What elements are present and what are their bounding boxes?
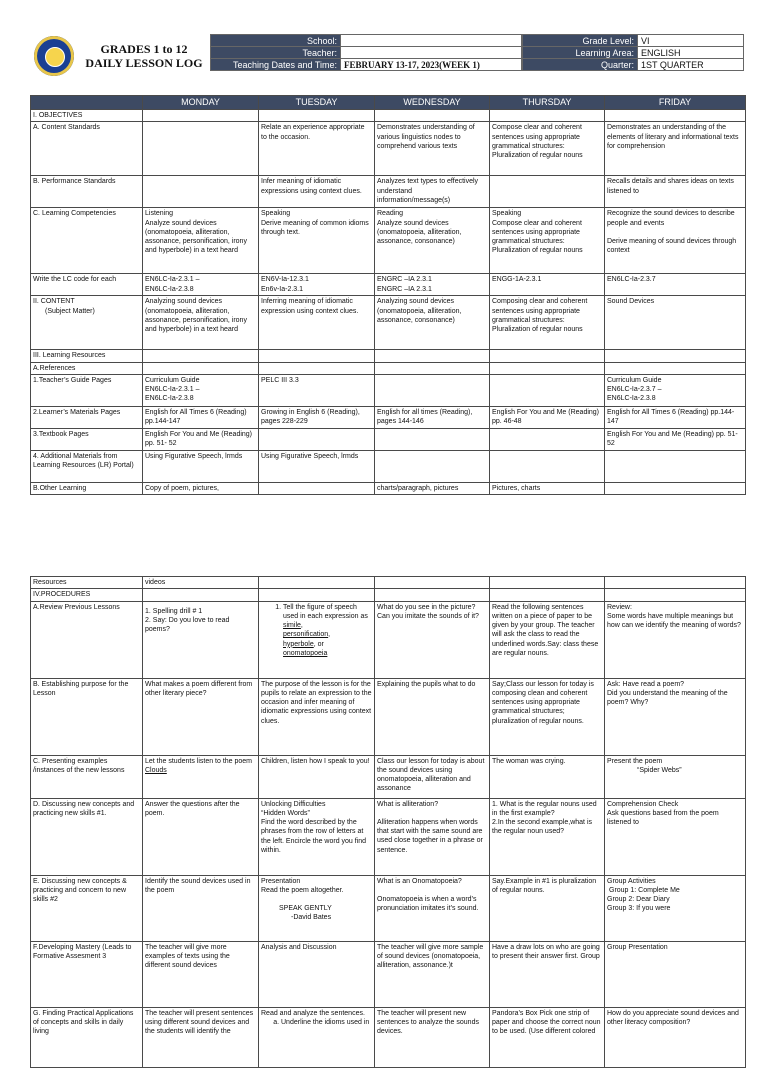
cell-text: , or: [313, 640, 324, 648]
cell-line: SPEAK GENTLY: [279, 905, 332, 913]
cell-line: Alliteration happens when words that start with the same sound are used close together in a phrase or sentence.: [377, 818, 483, 854]
purpose-row: [31, 678, 746, 755]
cell-line: 1. Spelling drill # 1: [145, 607, 203, 615]
cell: The teacher will give more sample of sound devices (onomatopoeia, alliteration, assonance.)t: [375, 941, 490, 1007]
cell-line: Presentation: [261, 877, 301, 885]
school-label: School:: [211, 35, 341, 47]
cell: [375, 875, 490, 941]
cell: [375, 274, 490, 296]
cell: Say;Class our lesson for today is composing clean and coherent sentences using appropriate grammatical structures; pluralization of regular nouns.: [490, 678, 605, 755]
day-monday: MONDAY: [143, 96, 259, 110]
title-line-2: DAILY LESSON LOG: [85, 56, 203, 70]
cell-line: What is an Onomatopoeia?: [377, 877, 462, 885]
row-label: 2.Learner’s Materials Pages: [31, 406, 143, 428]
cell: Growing in English 6 (Reading), pages 228-229: [259, 406, 375, 428]
quarter-value: 1ST QUARTER: [638, 59, 744, 71]
cell: How do you appreciate sound devices and other literacy composition?: [605, 1007, 746, 1067]
cell: Answer the questions after the poem.: [143, 798, 259, 875]
cell-line: Compose clear and coherent sentences using appropriate grammatical structures: Pluralization of regular nouns: [492, 219, 583, 255]
practical-list: [261, 1018, 372, 1027]
day-thursday: THURSDAY: [490, 96, 605, 110]
review-list: [261, 603, 372, 659]
underlined-term: onomatopoeia: [283, 650, 328, 658]
cell: Group Presentation: [605, 941, 746, 1007]
cell: Compose clear and coherent sentences using appropriate grammatical structures: Pluralization of regular nouns: [490, 122, 605, 176]
row-label: D. Discussing new concepts and practicing new skills #1.: [31, 798, 143, 875]
cell: Analyzes text types to effectively understand information/message(s): [375, 176, 490, 208]
cell-text: Let the students listen to the poem: [145, 757, 253, 765]
underlined-term: personification: [283, 631, 329, 639]
cell: PELC III 3.3: [259, 374, 375, 406]
cell-line: Comprehension Check: [607, 800, 679, 808]
cell: [605, 798, 746, 875]
area-value: ENGLISH: [638, 47, 744, 59]
cell: What do you see in the picture? Can you imitate the sounds of it?: [375, 601, 490, 678]
cell: English For You and Me (Reading) pp. 51- 52: [143, 428, 259, 450]
underlined-term: simile: [283, 622, 301, 630]
cell-line: “Hidden Words”: [261, 809, 310, 817]
row-label: 3.Textbook Pages: [31, 428, 143, 450]
cell-line: Review:: [607, 603, 632, 611]
cell-line: Curriculum Guide: [145, 376, 200, 384]
cell: English for all times (Reading), pages 144-146: [375, 406, 490, 428]
row-label: Write the LC code for each: [31, 274, 143, 296]
row-label: A.Review Previous Lessons: [31, 601, 143, 678]
row-label: A.References: [31, 362, 143, 374]
references-row: [31, 362, 746, 374]
cell: [490, 208, 605, 274]
cell: EN6LC-Ia-2.3.7: [605, 274, 746, 296]
cell-line: 2. Say: Do you love to read poems?: [145, 616, 230, 634]
cell: The purpose of the lesson is for the pupils to relate an expression to the occasion and infer meaning of idiomatic expressions using context clues.: [259, 678, 375, 755]
cell: The teacher will present new sentences to analyze the sounds devices.: [375, 1007, 490, 1067]
cell: English for All Times 6 (Reading) pp.144-147: [605, 406, 746, 428]
cell: Class our lesson for today is about the sound devices using onomatopoeia, alliteration and assonance: [375, 755, 490, 798]
objectives-label: I. OBJECTIVES: [31, 110, 143, 122]
objectives-row: [31, 110, 746, 122]
cell: English For You and Me (Reading) pp. 51- 52: [605, 428, 746, 450]
cell: Pandora’s Box Pick one strip of paper and choose the correct noun to be used. (Use different colored: [490, 1007, 605, 1067]
cell: Infer meaning of idiomatic expressions using context clues.: [259, 176, 375, 208]
document-title: [80, 42, 208, 70]
row-label: [31, 296, 143, 350]
cell: Relate an experience appropriate to the occasion.: [259, 122, 375, 176]
cell: Recalls details and shares ideas on texts listened to: [605, 176, 746, 208]
grade-value: VI: [638, 35, 744, 47]
cell: Composing clear and coherent sentences using appropriate grammatical structures: Pluralization of regular nouns: [490, 296, 605, 350]
row-label: III. Learning Resources: [31, 350, 143, 362]
header-info-right: [522, 34, 744, 71]
cell-line: Did you understand the meaning of the poem? Why?: [607, 689, 728, 707]
cell: [259, 601, 375, 678]
area-label: Learning Area:: [523, 47, 638, 59]
cell: Demonstrates understanding of various linguistics nodes to comprehend various texts: [375, 122, 490, 176]
cell: The teacher will present sentences using different sound devices and the students will identify the: [143, 1007, 259, 1067]
cell-line: Speaking: [492, 210, 522, 218]
dates-value: FEBRUARY 13-17, 2023(WEEK 1): [341, 59, 522, 71]
additional-materials-row: [31, 450, 746, 482]
cell: Analyzing sound devices (onomatopoeia, alliteration, assonance, consonance): [375, 296, 490, 350]
other-learning-row: [31, 482, 746, 494]
cell-line: EN6LC-Ia-2.3.7 –: [607, 386, 662, 394]
cell-line: Ask: Have read a poem?: [607, 680, 685, 688]
cell-line: EN6LC-Ia-2.3.8: [145, 285, 194, 293]
cell-line: Some words have multiple meanings but how can we identify the meaning of words?: [607, 612, 741, 630]
teacher-label: Teacher:: [211, 47, 341, 59]
cell: [605, 678, 746, 755]
textbook-row: [31, 428, 746, 450]
cell: [605, 208, 746, 274]
cell-line: Derive meaning of sound devices through context: [607, 237, 737, 255]
teacher-value: [341, 47, 522, 59]
cell-line: Group 2: Dear Diary: [607, 896, 670, 904]
cell-line: Group Activities: [607, 877, 656, 885]
cell: Copy of poem, pictures,: [143, 482, 259, 494]
day-tuesday: TUESDAY: [259, 96, 375, 110]
title-line-1: GRADES 1 to 12: [100, 42, 188, 56]
cell-line: (Subject Matter): [45, 307, 95, 315]
performance-standards-row: [31, 176, 746, 208]
row-label: G. Finding Practical Applications of concepts and skills in daily living: [31, 1007, 143, 1067]
presenting-row: [31, 755, 746, 798]
cell: Sound Devices: [605, 296, 746, 350]
cell: Analyzing sound devices (onomatopoeia, alliteration, assonance, personification, irony and hyperbole) in a text heard: [143, 296, 259, 350]
cell: Inferring meaning of idiomatic expression using context clues.: [259, 296, 375, 350]
competencies-row: [31, 208, 746, 274]
cell: videos: [143, 577, 259, 589]
lesson-log-table-2: [30, 576, 746, 1068]
cell-line: “Spider Webs”: [637, 766, 682, 774]
row-label: E. Discussing new concepts & practicing and concern to new skills #2: [31, 875, 143, 941]
cell-line: Ask questions based from the poem listened to: [607, 809, 719, 827]
day-friday: FRIDAY: [605, 96, 746, 110]
cell: [605, 601, 746, 678]
cell-line: EN6V-Ia-12.3.1: [261, 276, 309, 284]
cell-line: En6v-Ia-2.3.1: [261, 285, 304, 293]
underlined-term: Clouds: [145, 766, 167, 774]
cell: The teacher will give more examples of texts using the different sound devices: [143, 941, 259, 1007]
content-standards-row: [31, 122, 746, 176]
cell: charts/paragraph, pictures: [375, 482, 490, 494]
underlined-term: hyperbole: [283, 640, 314, 648]
cell-line: Analyze sound devices (onomatopoeia, alliteration, assonance, personification, irony and hyperbole) in a text heard: [145, 219, 247, 255]
cell: [143, 755, 259, 798]
cell-line: Curriculum Guide: [607, 376, 662, 384]
discussing-1-row: [31, 798, 746, 875]
cell-line: Group 1: Complete Me: [609, 886, 680, 894]
row-label: 1.Teacher’s Guide Pages: [31, 374, 143, 406]
cell-line: EN6LC-Ia-2.3.8: [607, 395, 656, 403]
cell: Analysis and Discussion: [259, 941, 375, 1007]
cell: [605, 374, 746, 406]
cell: Children, listen how I speak to you!: [259, 755, 375, 798]
cell: Using Figurative Speech, lrmds: [259, 450, 375, 482]
cell: [605, 875, 746, 941]
cell-line: Onomatopoeia is when a word’s pronunciation imitates it’s sound.: [377, 895, 479, 913]
cell: [143, 274, 259, 296]
cell-line: Analyze sound devices (onomatopoeia, alliteration, assonance, consonance): [377, 219, 462, 246]
cell: [259, 208, 375, 274]
cell: Demonstrates an understanding of the elements of literary and informational texts for comprehension: [605, 122, 746, 176]
cell: Using Figurative Speech, lrmds: [143, 450, 259, 482]
list-item: a. Underline the idioms used in: [281, 1018, 372, 1027]
cell: Read the following sentences written on a piece of paper to be given by your group. The teacher will ask the class to read the underlined words.Say: class these are regular nouns.: [490, 601, 605, 678]
header-info-left: [210, 34, 522, 71]
procedures-row: [31, 589, 746, 601]
dates-label: Teaching Dates and Time:: [211, 59, 341, 71]
practical-row: [31, 1007, 746, 1067]
row-label: C. Presenting examples /instances of the new lessons: [31, 755, 143, 798]
row-label: C. Learning Competencies: [31, 208, 143, 274]
discussing-2-row: [31, 875, 746, 941]
day-wednesday: WEDNESDAY: [375, 96, 490, 110]
list-item: 1. Tell the figure of speech used in each expression as simile, personification, hyperbole, or onomatopoeia: [283, 603, 372, 659]
cell-line: 1. What is the regular nouns used in the first example?: [492, 800, 597, 817]
row-label: B. Establishing purpose for the Lesson: [31, 678, 143, 755]
row-label: 4. Additional Materials from Learning Resources (LR) Portal): [31, 450, 143, 482]
cell: English for All Times 6 (Reading) pp.144-147: [143, 406, 259, 428]
cell: ENGG-1A-2.3.1: [490, 274, 605, 296]
lc-code-row: [31, 274, 746, 296]
school-value: [341, 35, 522, 47]
cell: [143, 208, 259, 274]
day-header-row: [31, 96, 746, 110]
cell-line: Listening: [145, 210, 174, 218]
cell: [259, 798, 375, 875]
row-label: IV.PROCEDURES: [31, 589, 143, 601]
cell-line: EN6LC-Ia-2.3.1 –: [145, 386, 200, 394]
cell: Explaining the pupils what to do: [375, 678, 490, 755]
cell-line: ENGRC –IA 2.3.1: [377, 285, 432, 293]
cell-line: 2.In the second example,what is the regular noun used?: [492, 819, 593, 836]
cell: [375, 208, 490, 274]
cell: The woman was crying.: [490, 755, 605, 798]
cell-line: Present the poem: [607, 757, 663, 765]
cell-line: Read and analyze the sentences.: [261, 1009, 365, 1017]
cell: [375, 798, 490, 875]
cell: [143, 374, 259, 406]
cell: Pictures, charts: [490, 482, 605, 494]
grade-label: Grade Level:: [523, 35, 638, 47]
quarter-label: Quarter:: [523, 59, 638, 71]
content-row: [31, 296, 746, 350]
cell: [259, 875, 375, 941]
row-label: B. Performance Standards: [31, 176, 143, 208]
cell: [259, 1007, 375, 1067]
mastery-row: [31, 941, 746, 1007]
resources-row: [31, 350, 746, 362]
cell: Identify the sound devices used in the poem: [143, 875, 259, 941]
cell: What makes a poem different from other literary piece?: [143, 678, 259, 755]
row-label: F.Developing Mastery (Leads to Formative Assesment 3: [31, 941, 143, 1007]
lesson-log-table-1: [30, 95, 746, 495]
row-label: B.Other Learning: [31, 482, 143, 494]
resources-cont-row: [31, 577, 746, 589]
cell: [490, 798, 605, 875]
cell: English For You and Me (Reading) pp. 46-48: [490, 406, 605, 428]
cell: [259, 274, 375, 296]
cell-line: Group 3: If you were: [607, 905, 671, 913]
row-label: Resources: [31, 577, 143, 589]
cell-line: Find the word described by the phrases from the row of letters at the left. Encircle the word you find within.: [261, 819, 367, 855]
cell-line: Reading: [377, 210, 404, 218]
teachers-guide-row: [31, 374, 746, 406]
cell-text: Tell the figure of speech used in each expression as: [283, 603, 368, 620]
review-row: [31, 601, 746, 678]
cell-line: Recognize the sound devices to describe people and events: [607, 210, 735, 227]
cell-line: II. CONTENT: [33, 298, 75, 306]
learners-materials-row: [31, 406, 746, 428]
cell-line: -David Bates: [291, 914, 332, 922]
row-label: A. Content Standards: [31, 122, 143, 176]
cell-line: What is alliteration?: [377, 800, 439, 808]
cell-line: ENGRC –IA 2.3.1: [377, 276, 432, 284]
cell-line: Speaking: [261, 210, 291, 218]
cell: [605, 755, 746, 798]
cell-line: EN6LC-Ia-2.3.8: [145, 395, 194, 403]
cell: Say.Example in #1 is pluralization of regular nouns.: [490, 875, 605, 941]
cell-line: Derive meaning of common idioms through text.: [261, 219, 369, 236]
cell-line: EN6LC-Ia-2.3.1 –: [145, 276, 200, 284]
cell-line: Unlocking Difficulties: [261, 800, 326, 808]
cell: Have a draw lots on who are going to present their answer first. Group: [490, 941, 605, 1007]
cell-line: Read the poem altogether.: [261, 886, 344, 894]
deped-seal-logo: [34, 36, 74, 76]
cell: [143, 601, 259, 678]
corner-cell: [31, 96, 143, 110]
